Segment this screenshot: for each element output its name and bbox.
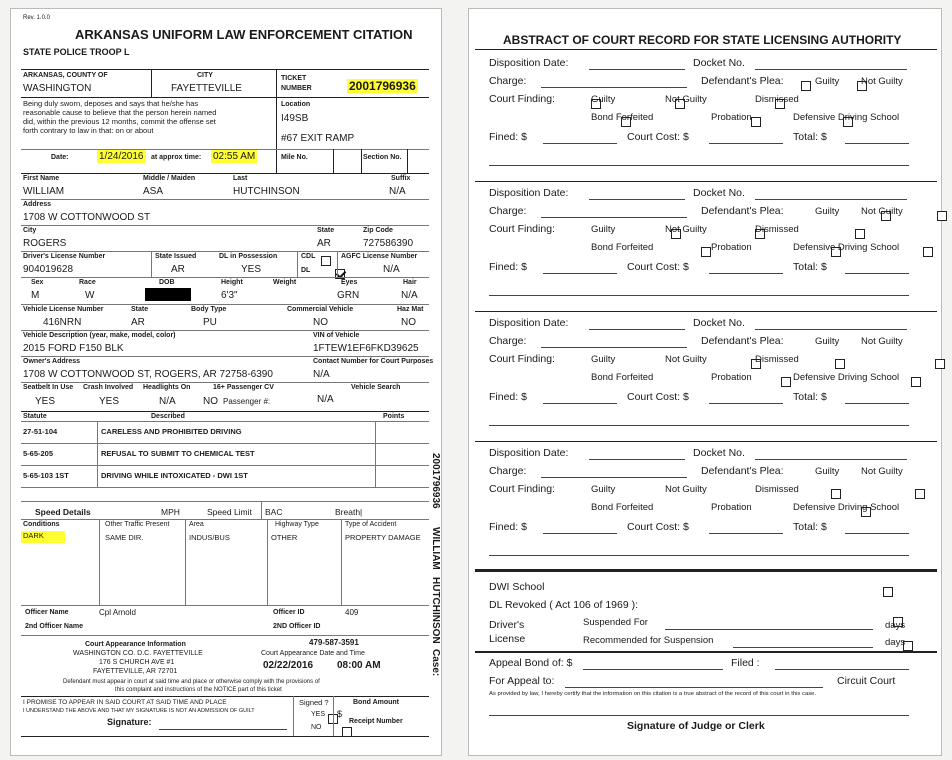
statute-label: Statute [23,413,47,420]
owner-value: 1708 W COTTONWOOD ST, ROGERS, AR 72758-6390 [23,369,273,380]
signed-no-label: NO [311,724,322,731]
total-label-4: Total: $ [793,521,827,533]
agfc-value: N/A [383,264,400,275]
mph-label: MPH [161,507,180,517]
judge-signature-line[interactable] [489,715,909,716]
plea-guilty-label-4: Guilty [815,466,840,477]
disposition-date-label-3: Disposition Date: [489,317,569,329]
signature-line[interactable] [159,729,287,730]
sex-value: M [31,290,40,301]
charge-field-1[interactable] [541,87,687,88]
total-label-3: Total: $ [793,391,827,403]
finding-dismissed-label-4: Dismissed [755,484,799,495]
citation-title: ARKANSAS UNIFORM LAW ENFORCEMENT CITATION [75,27,413,42]
court-cost-field-1[interactable] [709,143,783,144]
recommended-days-field[interactable] [733,647,873,648]
court-cost-label-4: Court Cost: $ [627,521,689,533]
disposition-date-field-4[interactable] [589,459,685,460]
disposition-date-field-2[interactable] [589,199,685,200]
other-traffic-label: Other Traffic Present [105,521,170,528]
headlights-value: N/A [159,396,176,407]
agency-name: STATE POLICE TROOP L [23,47,130,57]
total-field-4[interactable] [845,533,909,534]
plea-guilty-label-1: Guilty [815,76,840,87]
days-label-2: days [885,637,906,648]
zip-value: 727586390 [363,238,414,249]
revision-label: Rev. 1.0.0 [23,15,50,21]
finding-dismissed-checkbox-3[interactable] [935,359,945,369]
finding-not-guilty-label-4: Not Guilty [665,484,707,495]
speed-details-label: Speed Details [35,507,91,517]
first-name-value: WILLIAM [23,186,65,197]
dob-redaction [145,288,191,301]
finding-label-3: Court Finding: [489,353,555,365]
finding-guilty-label-2: Guilty [591,224,616,235]
notes-line-3[interactable] [489,425,909,426]
filed-label: Filed : [731,657,760,669]
signed-label: Signed ? [299,698,329,707]
charge-field-3[interactable] [541,347,687,348]
total-field-3[interactable] [845,403,909,404]
defensive-driving-label-2: Defensive Driving School [793,242,900,253]
bac-label: BAC [265,507,283,517]
date-value: 1/24/2016 [99,151,144,162]
dob-label: DOB [159,279,175,286]
plea-label-1: Defendant's Plea: [701,75,784,87]
plea-guilty-label-3: Guilty [815,336,840,347]
court-city: FAYETTEVILLE, AR 72701 [93,668,178,675]
passenger-no: NO [203,396,218,407]
probation-label-4: Probation [711,502,752,513]
address-label: Address [23,201,52,208]
plea-not-guilty-label-3: Not Guilty [861,336,903,347]
agfc-label: AGFC License Number [341,253,418,260]
abstract-form [468,8,942,756]
total-label-2: Total: $ [793,261,827,273]
middle-name-value: ASA [143,186,164,197]
court-name: WASHINGTON CO. D.C. FAYETTEVILLE [73,650,203,657]
fined-label-4: Fined: $ [489,521,527,533]
eyes-value: GRN [337,290,360,301]
headlights-label: Headlights On [143,384,191,391]
side-ticket-number: 2001796936 [430,453,441,509]
officer-id-value: 409 [345,608,359,617]
body-type-value: PU [203,317,217,328]
plea-guilty-label-2: Guilty [815,206,840,217]
height-value: 6'3" [221,290,238,301]
fined-label-3: Fined: $ [489,391,527,403]
state-label: State [317,227,335,234]
court-cost-field-4[interactable] [709,533,783,534]
court-cost-field-2[interactable] [709,273,783,274]
speed-limit-label: Speed Limit [207,507,252,517]
charge-label-4: Charge: [489,465,527,477]
plate-state-value: AR [131,317,145,328]
vehicle-desc-value: 2015 FORD F150 BLK [23,343,124,354]
city2-value: ROGERS [23,238,67,249]
commercial-value: NO [313,317,328,328]
fined-field-1[interactable] [543,143,617,144]
described-label: Described [151,413,185,420]
probation-label-2: Probation [711,242,752,253]
location-value: I49SB [281,113,309,124]
defensive-driving-label-1: Defensive Driving School [793,112,900,123]
appeal-bond-field[interactable] [583,669,723,670]
abstract-title: ABSTRACT OF COURT RECORD FOR STATE LICENSING AUTHORITY [503,33,902,47]
state-value: AR [317,238,331,249]
finding-label-2: Court Finding: [489,223,555,235]
plea-not-guilty-label-2: Not Guilty [861,206,903,217]
charge-desc-2: REFUSAL TO SUBMIT TO CHEMICAL TEST [101,449,255,458]
middle-name-label: Middle / Maiden [143,175,196,182]
sex-label: Sex [31,279,44,286]
court-phone: 479-587-3591 [309,638,359,647]
cdl-label: CDL [301,253,316,260]
plea-label-3: Defendant's Plea: [701,335,784,347]
seatbelt-label: Seatbelt In Use [23,384,74,391]
docket-field-1[interactable] [755,69,907,70]
time-value: 02:55 AM [213,151,256,162]
recommended-label: Recommended for Suspension [583,635,714,646]
body-type-label: Body Type [191,306,227,313]
plea-not-guilty-label-4: Not Guilty [861,466,903,477]
hair-value: N/A [401,290,418,301]
highway-value: OTHER [271,533,298,542]
finding-guilty-checkbox-4[interactable] [831,489,841,499]
first-name-label: First Name [23,175,60,182]
appeal-to-label: For Appeal to: [489,675,555,687]
suffix-value: N/A [389,186,406,197]
appeal-bond-label: Appeal Bond of: $ [489,657,573,669]
contact-value: N/A [313,369,330,380]
citation-form [10,8,442,756]
race-label: Race [79,279,96,286]
zip-label: Zip Code [363,227,393,234]
last-name-label: Last [233,175,248,182]
finding-dismissed-label-3: Dismissed [755,354,799,365]
bond-forfeited-label-2: Bond Forfeited [591,242,654,253]
defendant-note-2: this complaint and instructions of the NOTICE part of this ticket [115,687,282,693]
finding-guilty-label-4: Guilty [591,484,616,495]
docket-field-3[interactable] [755,329,907,330]
plea-not-guilty-checkbox-2[interactable] [937,211,947,221]
finding-not-guilty-label-1: Not Guilty [665,94,707,105]
crash-label: Crash Involved [83,384,134,391]
statute-1: 27-51-104 [23,427,58,436]
suffix-label: Suffix [391,175,411,182]
charge-label-3: Charge: [489,335,527,347]
passenger-num-label: Passenger #: [223,397,271,406]
court-cost-field-3[interactable] [709,403,783,404]
charge-label-1: Charge: [489,75,527,87]
docket-label-3: Docket No. [693,317,745,329]
plate-value: 416NRN [43,317,82,328]
fined-label-1: Fined: $ [489,131,527,143]
disposition-date-label-2: Disposition Date: [489,187,569,199]
docket-label-1: Docket No. [693,57,745,69]
court-time-value: 08:00 AM [337,660,381,671]
court-cost-label-1: Court Cost: $ [627,131,689,143]
county-label: ARKANSAS, COUNTY OF [23,72,108,79]
finding-label-4: Court Finding: [489,483,555,495]
fined-field-3[interactable] [543,403,617,404]
time-label: at approx time: [151,154,202,161]
notes-line-4[interactable] [489,555,909,556]
conditions-label: Conditions [23,521,60,528]
vehicle-desc-label: Vehicle Description (year, make, model, color) [23,332,176,339]
bond-amount-label: Bond Amount [353,699,400,706]
other-traffic-value: SAME DIR. [105,533,144,542]
dl-label: Driver's License Number [23,253,106,260]
officer-name-value: Cpl Arnold [99,608,136,617]
section-label: Section No. [363,154,402,161]
total-field-1[interactable] [845,143,909,144]
hazmat-value: NO [401,317,416,328]
seatbelt-value: YES [35,396,56,407]
dl-revoked-label: DL Revoked ( Act 106 of 1969 ): [489,599,639,611]
dwi-school-label: DWI School [489,581,545,593]
disposition-date-label-4: Disposition Date: [489,447,569,459]
state-issued-value: AR [171,264,185,275]
total-label-1: Total: $ [793,131,827,143]
hair-label: Hair [403,279,417,286]
officer-name-label: Officer Name [25,609,69,616]
suspended-label: Suspended For [583,617,648,628]
officer2-id-label: 2ND Officer ID [273,623,321,630]
hazmat-label: Haz Mat [397,306,424,313]
mile-label: Mile No. [281,154,308,161]
race-value: W [85,290,95,301]
vin-label: VIN of Vehicle [313,332,360,339]
plea-not-guilty-label-1: Not Guilty [861,76,903,87]
dwi-school-checkbox[interactable] [883,587,893,597]
charge-field-2[interactable] [541,217,687,218]
plate-state-label: State [131,306,149,313]
statute-3: 5-65-103 1ST [23,471,69,480]
accident-value: PROPERTY DAMAGE [345,533,421,542]
signature-label: Signature: [107,717,152,727]
ticket-number: 2001796936 [349,79,416,93]
last-name-value: HUTCHINSON [233,186,300,197]
height-label: Height [221,279,243,286]
circuit-court-label: Circuit Court [837,675,896,687]
bond-forfeited-label-4: Bond Forfeited [591,502,654,513]
plate-label: Vehicle License Number [23,306,104,313]
days-label-1: days [885,620,906,631]
officer-id-label: Officer ID [273,609,305,616]
charge-desc-3: DRIVING WHILE INTOXICATED - DWI 1ST [101,471,248,480]
charge-field-4[interactable] [541,477,687,478]
finding-dismissed-label-1: Dismissed [755,94,799,105]
notes-line-1[interactable] [489,165,909,166]
finding-dismissed-label-2: Dismissed [755,224,799,235]
dl-short-label: DL [301,267,311,274]
finding-not-guilty-label-3: Not Guilty [665,354,707,365]
receipt-label: Receipt Number [349,718,403,725]
notes-line-2[interactable] [489,295,909,296]
court-cost-label-3: Court Cost: $ [627,391,689,403]
conditions-value: DARK [21,531,65,543]
commercial-label: Commercial Vehicle [287,306,354,313]
points-label: Points [383,413,405,420]
docket-field-4[interactable] [755,459,907,460]
address-value: 1708 W COTTONWOOD ST [23,212,151,223]
side-first-name: WILLIAM [430,527,441,570]
promise-text-1: I PROMISE TO APPEAR IN SAID COURT AT SAID TIME AND PLACE [23,699,227,706]
probation-checkbox-1[interactable] [751,117,761,127]
side-last-name: HUTCHINSON [430,577,441,644]
defensive-driving-label-3: Defensive Driving School [793,372,900,383]
docket-field-2[interactable] [755,199,907,200]
vehicle-search-value: N/A [317,394,334,405]
officer2-label: 2nd Officer Name [25,623,83,630]
cdl-checkbox[interactable] [321,256,331,266]
date-label: Date: [51,154,69,161]
bond-forfeited-label-3: Bond Forfeited [591,372,654,383]
eyes-label: Eyes [341,279,358,286]
court-cost-label-2: Court Cost: $ [627,261,689,273]
area-label: Area [189,521,204,528]
sworn-statement: Being duly sworn, deposes and says that he/she has reasonable cause to believe that the person herein named did, within the previous 12 months, commit the offense set forth contrary to law in that: on or about [23,99,217,135]
appeal-to-field[interactable] [565,687,823,688]
finding-dismissed-checkbox-2[interactable] [855,229,865,239]
bond-forfeited-checkbox-2[interactable] [701,247,711,257]
crash-value: YES [99,396,120,407]
total-field-2[interactable] [845,273,909,274]
suspended-days-field[interactable] [665,629,873,630]
statute-2: 5-65-205 [23,449,54,458]
charge-label-2: Charge: [489,205,527,217]
dl-possession-label: DL in Possession [219,253,278,260]
court-street: 176 S CHURCH AVE #1 [99,659,175,666]
dl-value: 904019628 [23,264,74,275]
defensive-driving-label-4: Defensive Driving School [793,502,900,513]
location-value-2: #67 EXIT RAMP [281,133,355,144]
ticket-label-2: NUMBER [281,85,312,92]
license-label: License [489,633,526,645]
court-info-label: Court Appearance Information [85,641,186,648]
area-value: INDUS/BUS [189,533,230,542]
court-date-label: Court Appearance Date and Time [261,650,365,657]
disposition-date-label-1: Disposition Date: [489,57,569,69]
accident-label: Type of Accident [345,521,397,528]
dollar-sign: $ [337,709,343,719]
finding-guilty-label-1: Guilty [591,94,616,105]
docket-label-2: Docket No. [693,187,745,199]
city-label: CITY [197,72,213,79]
judge-signature-label: Signature of Judge or Clerk [627,720,765,732]
docket-label-4: Docket No. [693,447,745,459]
filed-field[interactable] [775,669,909,670]
side-case-label: Case: [430,649,441,677]
certify-statement: As provided by law, I hereby certify that the information on this citation is a true abstract of the record of this court in this case. [489,691,817,697]
disposition-date-field-3[interactable] [589,329,685,330]
plea-label-2: Defendant's Plea: [701,205,784,217]
finding-not-guilty-label-2: Not Guilty [665,224,707,235]
vehicle-search-label: Vehicle Search [351,384,401,391]
finding-guilty-label-3: Guilty [591,354,616,365]
weight-label: Weight [273,279,297,286]
finding-not-guilty-checkbox-3[interactable] [835,359,845,369]
bond-forfeited-label-1: Bond Forfeited [591,112,654,123]
drivers-label: Driver's [489,619,525,631]
passenger-label: 16+ Passenger CV [213,384,274,391]
finding-label-1: Court Finding: [489,93,555,105]
ticket-label: TICKET [281,75,307,82]
fined-label-2: Fined: $ [489,261,527,273]
defensive-driving-checkbox-2[interactable] [923,247,933,257]
highway-label: Highway Type [275,521,319,528]
plea-label-4: Defendant's Plea: [701,465,784,477]
probation-checkbox-3[interactable] [911,377,921,387]
finding-not-guilty-checkbox-4[interactable] [915,489,925,499]
promise-text-2: I UNDERSTAND THE ABOVE AND THAT MY SIGNATURE IS NOT AN ADMISSION OF GUILT [23,708,255,714]
breath-label: Breath| [335,507,363,517]
defendant-note-1: Defendant must appear in court at said time and place or otherwise comply with the provisions of [63,679,320,685]
owner-label: Owner's Address [23,358,81,365]
dl-possession-value: YES [241,264,262,275]
signed-yes-label: YES [311,711,326,718]
court-date-value: 02/22/2016 [263,660,314,671]
fined-field-4[interactable] [543,533,617,534]
county-value: WASHINGTON [23,83,92,94]
location-label: Location [281,101,311,108]
disposition-date-field-1[interactable] [589,69,685,70]
bond-forfeited-checkbox-3[interactable] [781,377,791,387]
vin-value: 1FTEW1EF6FKD39625 [313,343,419,354]
plea-guilty-checkbox-1[interactable] [801,81,811,91]
probation-label-3: Probation [711,372,752,383]
charge-desc-1: CARELESS AND PROHIBITED DRIVING [101,427,242,436]
state-issued-label: State Issued [155,253,197,260]
city2-label: City [23,227,37,234]
fined-field-2[interactable] [543,273,617,274]
city-value: FAYETTEVILLE [171,83,242,94]
probation-label-1: Probation [711,112,752,123]
contact-label: Contact Number for Court Purposes [313,358,434,365]
